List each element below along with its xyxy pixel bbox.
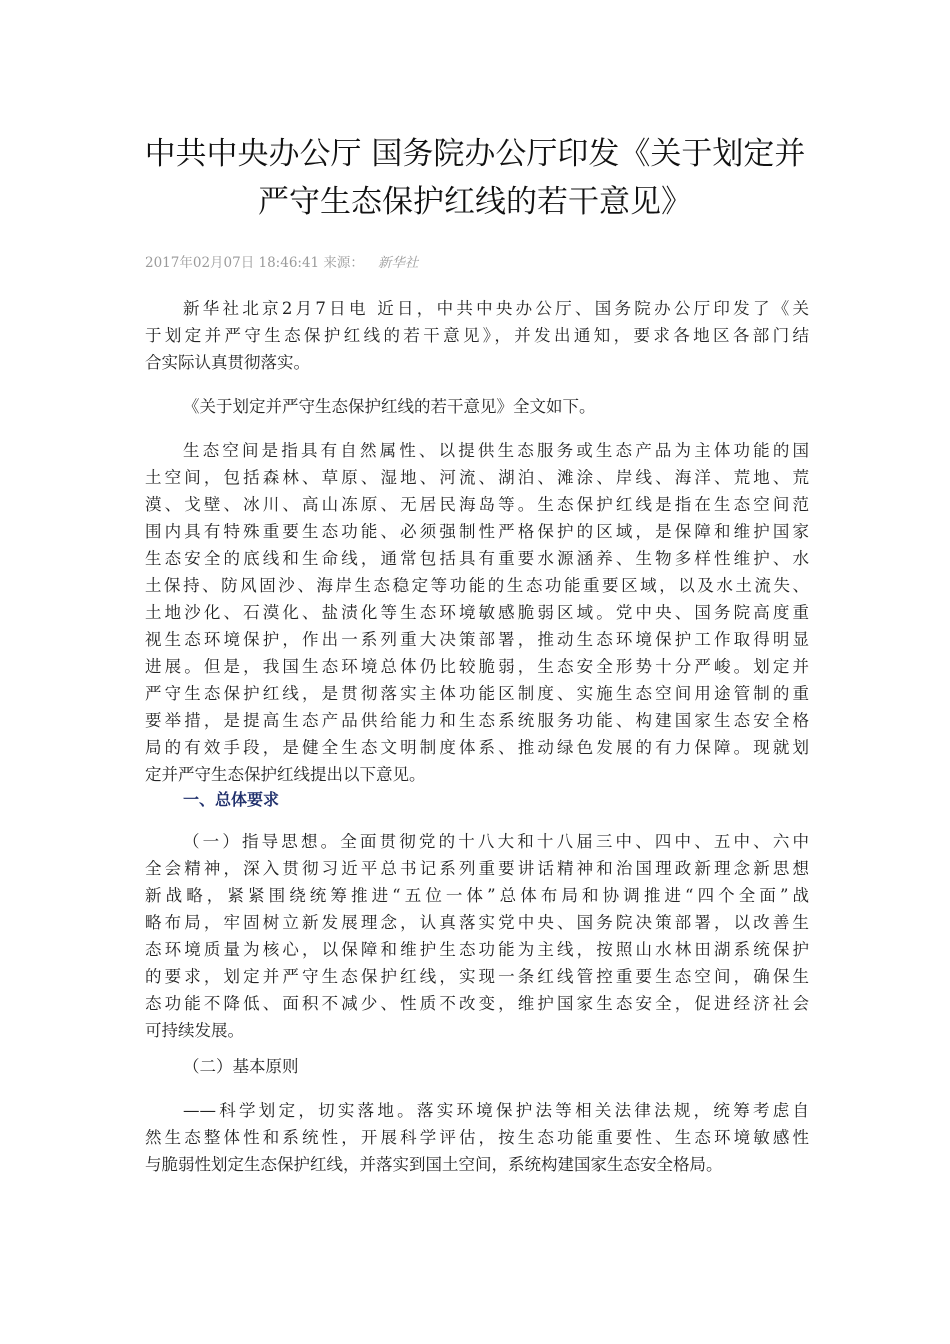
- paragraph-line: 要举措，是提高生态产品供给能力和生态系统服务功能、构建国家生态安全格: [145, 711, 809, 730]
- paragraph-scientific-delineation: [145, 1097, 809, 1178]
- paragraph-line: 新战略，紧紧围绕统筹推进“五位一体”总体布局和协调推进“四个全面”战: [145, 886, 809, 905]
- paragraph-line: （一）指导思想。全面贯彻党的十八大和十八届三中、四中、五中、六中: [183, 832, 809, 851]
- article-source: 新华社: [377, 255, 419, 271]
- paragraph-line: ——科学划定，切实落地。落实环境保护法等相关法律法规，统筹考虑自: [183, 1101, 809, 1120]
- article-title-line-2: 严守生态保护红线的若干意见》: [258, 184, 692, 220]
- paragraph-line: 进展。但是，我国生态环境总体仍比较脆弱，生态安全形势十分严峻。划定并: [145, 657, 809, 676]
- paragraph-line: 态环境质量为核心，以保障和维护生态功能为主线，按照山水林田湖系统保护: [145, 940, 809, 959]
- paragraph-line: 略布局，牢固树立新发展理念，认真落实党中央、国务院决策部署，以改善生: [145, 913, 809, 932]
- article-meta: [145, 251, 418, 271]
- paragraph-line: 视生态环境保护，作出一系列重大决策部署，推动生态环境保护工作取得明显: [145, 630, 809, 649]
- paragraph-line: 然生态整体性和系统性，开展科学评估，按生态功能重要性、生态环境敏感性: [145, 1128, 809, 1147]
- paragraph-line: 于划定并严守生态保护红线的若干意见》，并发出通知，要求各地区各部门结: [145, 326, 809, 345]
- paragraph-line: 漠、戈壁、冰川、高山冻原、无居民海岛等。生态保护红线是指在生态空间范: [145, 495, 809, 514]
- paragraph-line: （二）基本原则: [183, 1057, 299, 1076]
- paragraph-line: 合实际认真贯彻落实。: [145, 353, 310, 372]
- article-title-line-1: 中共中央办公厅 国务院办公厅印发《关于划定并: [144, 136, 806, 172]
- article-title: [120, 130, 830, 226]
- paragraph-line: 与脆弱性划定生态保护红线，并落实到国土空间，系统构建国家生态安全格局。: [145, 1155, 723, 1174]
- paragraph-line: 围内具有特殊重要生态功能、必须强制性严格保护的区域，是保障和维护国家: [145, 522, 809, 541]
- paragraph-line: 生态空间是指具有自然属性、以提供生态服务或生态产品为主体功能的国: [183, 441, 809, 460]
- paragraph-line: 《关于划定并严守生态保护红线的若干意见》全文如下。: [183, 397, 596, 416]
- paragraph-fulltext-note: [145, 393, 809, 420]
- paragraph-line: 态功能不降低、面积不减少、性质不改变，维护国家生态安全，促进经济社会: [145, 994, 809, 1013]
- paragraph-line: 可持续发展。: [145, 1021, 244, 1040]
- paragraph-line: 局的有效手段，是健全生态文明制度体系、推动绿色发展的有力保障。现就划: [145, 738, 809, 757]
- section-heading: 一、总体要求: [183, 790, 280, 809]
- paragraph-line: 新华社北京2月7日电 近日，中共中央办公厅、国务院办公厅印发了《关: [183, 299, 809, 318]
- paragraph-line: 土地沙化、石漠化、盐渍化等生态环境敏感脆弱区域。党中央、国务院高度重: [145, 603, 809, 622]
- paragraph-line: 土空间，包括森林、草原、湿地、河流、湖泊、滩涂、岸线、海洋、荒地、荒: [145, 468, 809, 487]
- paragraph-line: 定并严守生态保护红线提出以下意见。: [145, 765, 426, 784]
- paragraph-basic-principles: [145, 1053, 809, 1080]
- paragraph-intro: [145, 295, 809, 376]
- paragraph-line: 严守生态保护红线，是贯彻落实主体功能区制度、实施生态空间用途管制的重: [145, 684, 809, 703]
- paragraph-ecological-space: [145, 437, 809, 788]
- paragraph-line: 土保持、防风固沙、海岸生态稳定等功能的生态功能重要区域，以及水土流失、: [145, 576, 809, 595]
- paragraph-line: 生态安全的底线和生命线，通常包括具有重要水源涵养、生物多样性维护、水: [145, 549, 809, 568]
- paragraph-guiding-ideology: [145, 828, 809, 1044]
- paragraph-line: 全会精神，深入贯彻习近平总书记系列重要讲话精神和治国理政新理念新思想: [145, 859, 809, 878]
- article-datetime: 2017年02月07日 18:46:41 来源：: [145, 255, 364, 271]
- paragraph-line: 的要求，划定并严守生态保护红线，实现一条红线管控重要生态空间，确保生: [145, 967, 809, 986]
